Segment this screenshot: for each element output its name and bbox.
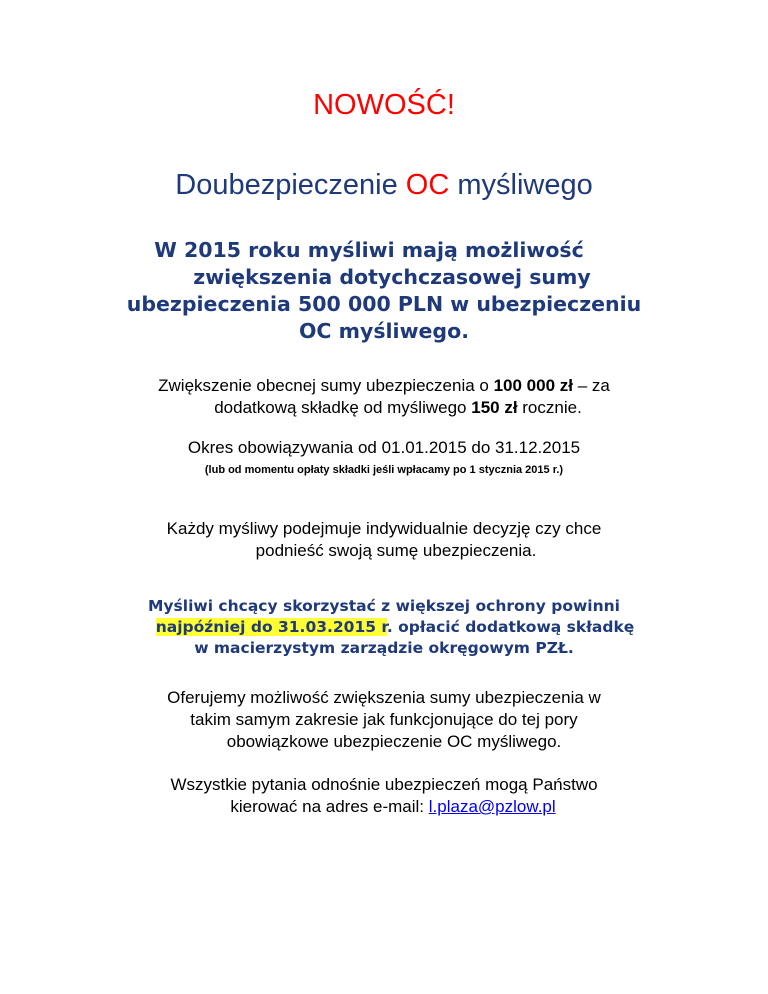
subtitle-part3: myśliwego (449, 169, 593, 201)
p5-line-3: obowiązkowe ubezpieczenie OC myśliwego. (226, 732, 562, 751)
paragraph-increase (0, 375, 768, 419)
intro-line-3: ubezpieczenia 500 000 PLN w ubezpieczeniu (126, 292, 642, 316)
p3-line-1: Każdy myśliwy podejmuje indywidualnie decyzję czy chce (166, 519, 602, 538)
paragraph-decision (0, 518, 768, 562)
paragraph-period-note (0, 463, 768, 477)
p1-line-1 (0, 375, 768, 397)
p6-text: kierować na adres e-mail: (230, 797, 429, 816)
paragraph-contact (0, 774, 768, 818)
paragraph-deadline (0, 596, 768, 659)
subtitle (0, 168, 768, 202)
p4-line-1: Myśliwi chcący skorzystać z większej ochrony powinni (148, 597, 620, 615)
email-link[interactable]: l.plaza@pzlow.pl (428, 797, 556, 816)
p4-line-2 (0, 617, 768, 638)
intro-line-1: W 2015 roku myśliwi mają możliwość (154, 238, 584, 262)
subtitle-oc: OC (405, 169, 450, 201)
headline (0, 88, 768, 122)
paragraph-offer (0, 687, 768, 753)
p2-note: (lub od momentu opłaty składki jeśli wpłacamy po 1 stycznia 2015 r.) (204, 464, 564, 476)
intro-paragraph (0, 237, 768, 345)
intro-line-4: OC myśliwego. (299, 319, 469, 343)
p1-fee: 150 zł (471, 398, 518, 417)
p1-line-2 (0, 397, 768, 419)
p3-line-2: podnieść swoją sumę ubezpieczenia. (255, 541, 537, 560)
p5-line-2: takim samym zakresie jak funkcjonujące do tej pory (190, 710, 578, 729)
p1-text-d: dodatkową składkę od myśliwego (214, 398, 472, 417)
intro-line-2: zwiększenia dotychczasowej sumy (193, 265, 591, 289)
p4-line-2-rest: . opłacić dodatkową składkę (386, 618, 635, 636)
headline-text: NOWOŚĆ! (313, 89, 455, 121)
deadline-highlight: najpóźniej do 31.03.2015 r (155, 618, 387, 636)
p4-line-3: w macierzystym zarządzie okręgowym PZŁ. (194, 639, 574, 657)
p5-line-1: Oferujemy możliwość zwiększenia sumy ubezpieczenia w (167, 688, 601, 707)
p6-line-1: Wszystkie pytania odnośnie ubezpieczeń mogą Państwo (170, 775, 598, 794)
p1-amount: 100 000 zł (493, 376, 573, 395)
subtitle-line (0, 168, 768, 202)
p1-text-a: Zwiększenie obecnej sumy ubezpieczenia o (158, 376, 494, 395)
subtitle-part1: Doubezpieczenie (175, 169, 406, 201)
p1-text-c: – za (573, 376, 610, 395)
p2-line-1: Okres obowiązywania od 01.01.2015 do 31.12.2015 (187, 438, 581, 457)
paragraph-period (0, 437, 768, 459)
p6-line-2 (0, 796, 768, 818)
p1-text-f: rocznie. (517, 398, 582, 417)
